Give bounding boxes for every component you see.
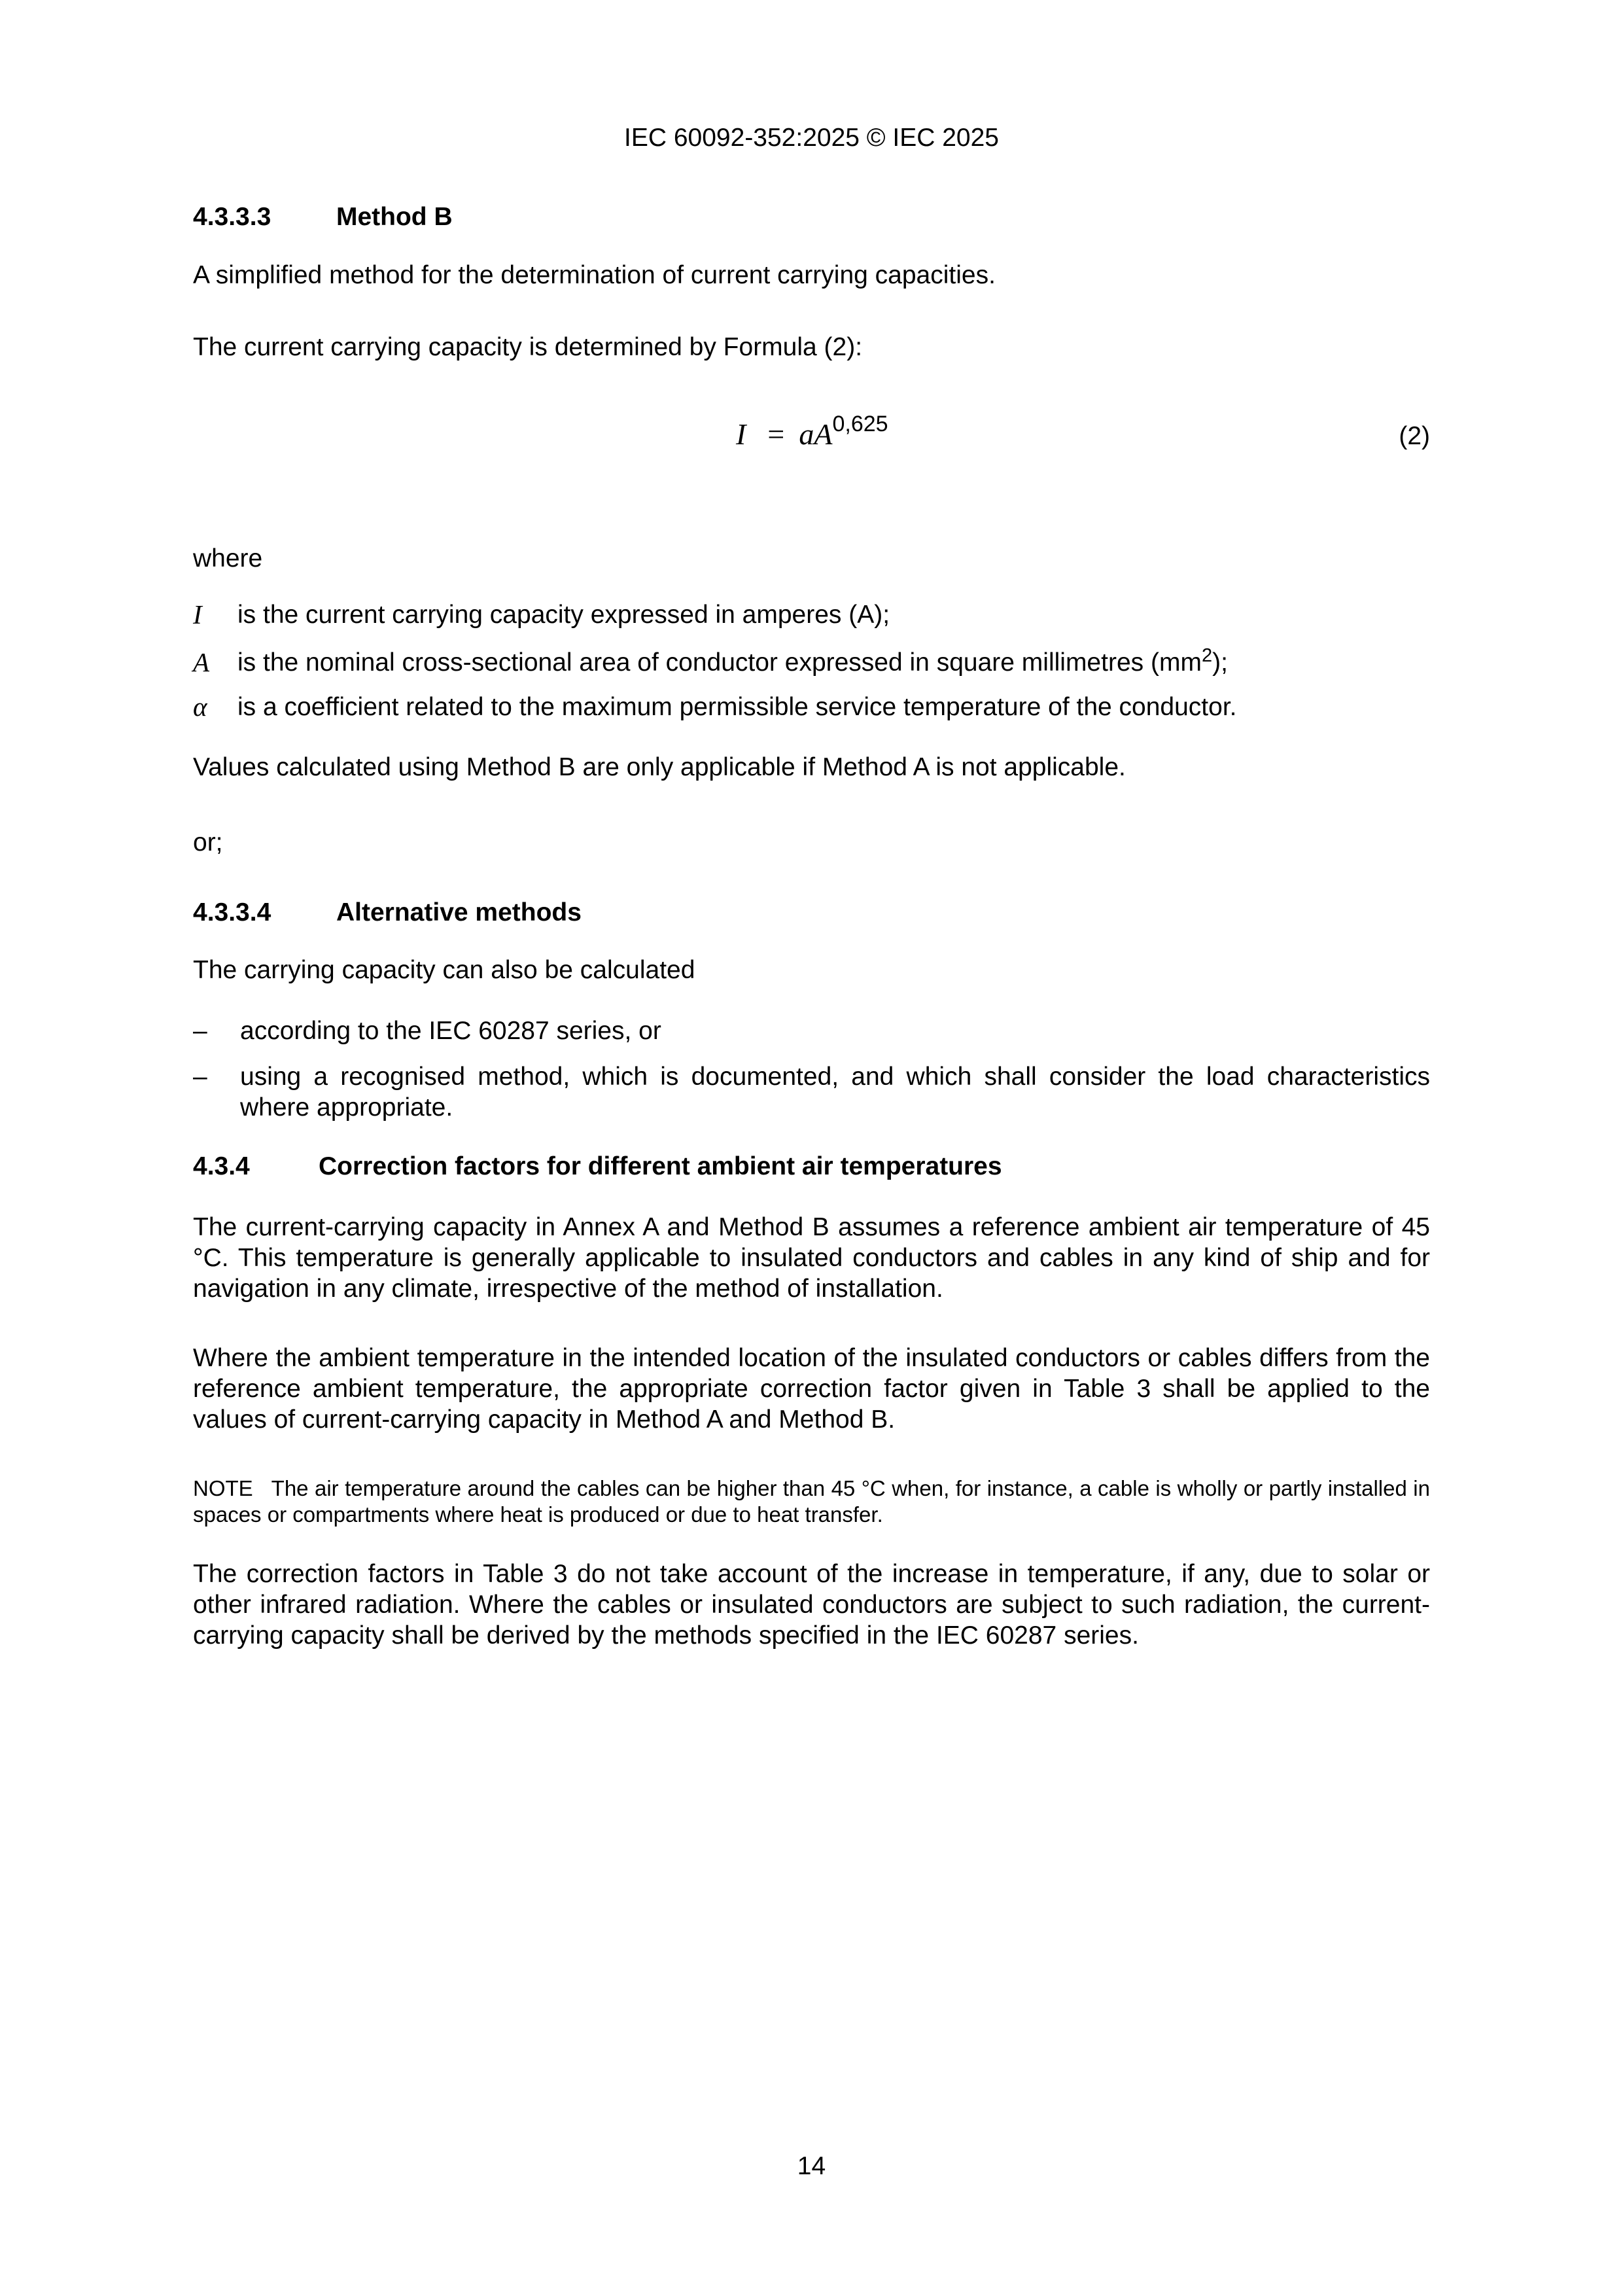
page-number: 14 — [797, 2152, 826, 2180]
list-item — [193, 1016, 1430, 1046]
paragraph-or: or; — [193, 828, 223, 857]
where-text: is the current carrying capacity expressed in amperes (A); — [237, 601, 890, 629]
formula-expression — [736, 411, 888, 451]
formula-base: aA — [799, 417, 833, 451]
section-title: Method B — [336, 203, 453, 231]
section-title: Alternative methods — [336, 898, 582, 927]
list-item-text: using a recognised method, which is documented, and which shall consider the load characteristics where appropriate. — [240, 1063, 1430, 1122]
section-heading-434 — [193, 1151, 1430, 1182]
list-item-text: according to the IEC 60287 series, or — [240, 1017, 661, 1045]
where-text: is a coefficient related to the maximum permissible service temperature of the conductor. — [237, 693, 1237, 721]
section-number: 4.3.3.4 — [193, 898, 271, 927]
note-paragraph — [193, 1475, 1430, 1528]
formula-2 — [193, 411, 1430, 455]
where-symbol-alpha: α — [193, 692, 207, 722]
where-label: where — [193, 544, 263, 573]
section-number: 4.3.3.3 — [193, 203, 271, 231]
where-item-coefficient — [193, 692, 1430, 722]
section-heading-4333 — [193, 202, 1430, 232]
paragraph-ambient-1: The current-carrying capacity in Annex A and Method B assumes a reference ambient air temperature of 45 °C. This temperature is generally applicable to insulated conductors and cables in any kind of ship and for navigation in any climate, irrespective of the method of installation. — [193, 1213, 1430, 1303]
paragraph-intro: A simplified method for the determination of current carrying capacities. — [193, 261, 996, 289]
formula-number: (2) — [1399, 422, 1430, 450]
formula-equals: = — [765, 417, 786, 451]
note-label: NOTE — [193, 1476, 253, 1500]
paragraph-correction: The correction factors in Table 3 do not take account of the increase in temperature, if any, due to solar or other infrared radiation. Where the cables or insulated conductors are subject to such radiation, the current-carrying capacity shall be derived by the methods specified in the IEC 60287 series. — [193, 1560, 1430, 1650]
section-heading-4334 — [193, 897, 1430, 928]
section-number: 4.3.4 — [193, 1152, 250, 1180]
paragraph-ambient-2: Where the ambient temperature in the intended location of the insulated conductors or cables differs from the reference ambient temperature, the appropriate correction factor given in Table 3 shall be applied to the values of current-carrying capacity in Method A and Method B. — [193, 1344, 1430, 1434]
paragraph-formula-intro: The current carrying capacity is determined by Formula (2): — [193, 333, 863, 361]
mm-superscript: 2 — [1201, 645, 1213, 666]
note-text: The air temperature around the cables can be higher than 45 °C when, for instance, a cable is wholly or partly installed in spaces or compartments where heat is produced or due to heat transfer. — [193, 1476, 1430, 1527]
where-text: is the nominal cross-sectional area of conductor expressed in square millimetres $(mm^2)$; — [237, 645, 1228, 677]
list-item — [193, 1061, 1430, 1123]
where-item-area — [193, 647, 1430, 678]
running-header: IEC 60092-352:2025 © IEC 2025 — [624, 124, 999, 152]
where-symbol-A: A — [193, 647, 210, 677]
formula-exponent: 0,625 — [832, 411, 888, 436]
section-title: Correction factors for different ambient air temperatures — [319, 1152, 1002, 1180]
page-content — [193, 0, 1430, 1676]
dash-bullet-marker: – — [193, 1017, 207, 1045]
where-symbol-I: I — [193, 599, 202, 629]
formula-lhs: I — [736, 417, 746, 451]
paragraph-values-note: Values calculated using Method B are only applicable if Method A is not applicable. — [193, 753, 1126, 781]
where-item-current — [193, 599, 1430, 630]
paragraph-alt-intro: The carrying capacity can also be calculated — [193, 956, 695, 984]
dash-bullet-marker: – — [193, 1063, 207, 1091]
